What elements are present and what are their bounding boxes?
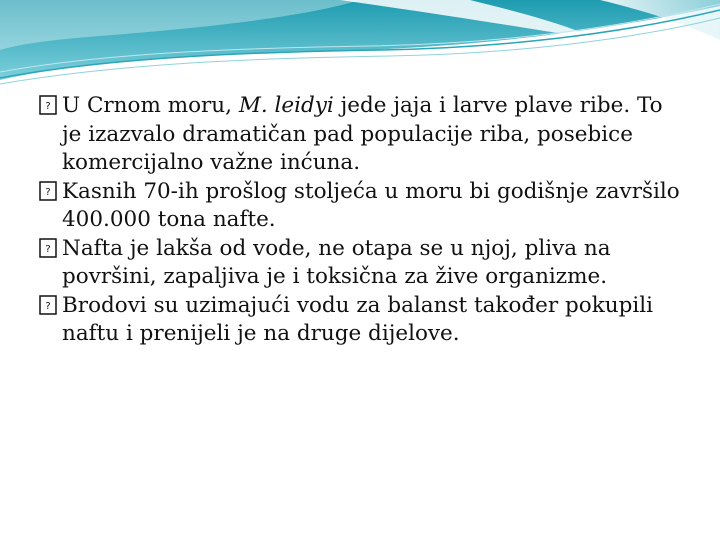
bullet-text: U Crnom moru, <box>62 93 239 118</box>
bullet-list <box>38 92 688 349</box>
bullet-text: Brodovi su uzimajući vodu za balanst također pokupili naftu i prenijeli je na druge dijelove. <box>62 292 653 346</box>
missing-glyph-icon <box>38 94 58 116</box>
species-name: M. leidyi <box>238 93 334 118</box>
missing-glyph-icon <box>38 294 58 316</box>
header-wave-decoration <box>0 0 720 90</box>
bullet-item-2 <box>38 178 688 235</box>
bullet-item-3 <box>38 235 688 292</box>
bullet-text: Kasnih 70-ih prošlog stoljeća u moru bi godišnje završilo 400.000 tona nafte. <box>62 178 680 232</box>
svg-text:?: ? <box>45 101 51 112</box>
missing-glyph-icon <box>38 180 58 202</box>
missing-glyph-icon <box>38 237 58 259</box>
svg-text:?: ? <box>45 300 51 312</box>
bullet-text: Nafta je lakša od vode, ne otapa se u njoj, pliva na površini, zapaljiva je i toksična za žive organizme. <box>62 235 611 289</box>
bullet-item-1 <box>38 92 688 178</box>
svg-text:?: ? <box>45 243 51 255</box>
svg-text:?: ? <box>45 186 51 198</box>
bullet-item-4 <box>38 292 688 349</box>
bullet-text-continued: jede jaja i larve plave ribe. To je izazvalo dramatičan pad populacije riba, posebice komercijalno važne inćuna. <box>62 93 663 175</box>
